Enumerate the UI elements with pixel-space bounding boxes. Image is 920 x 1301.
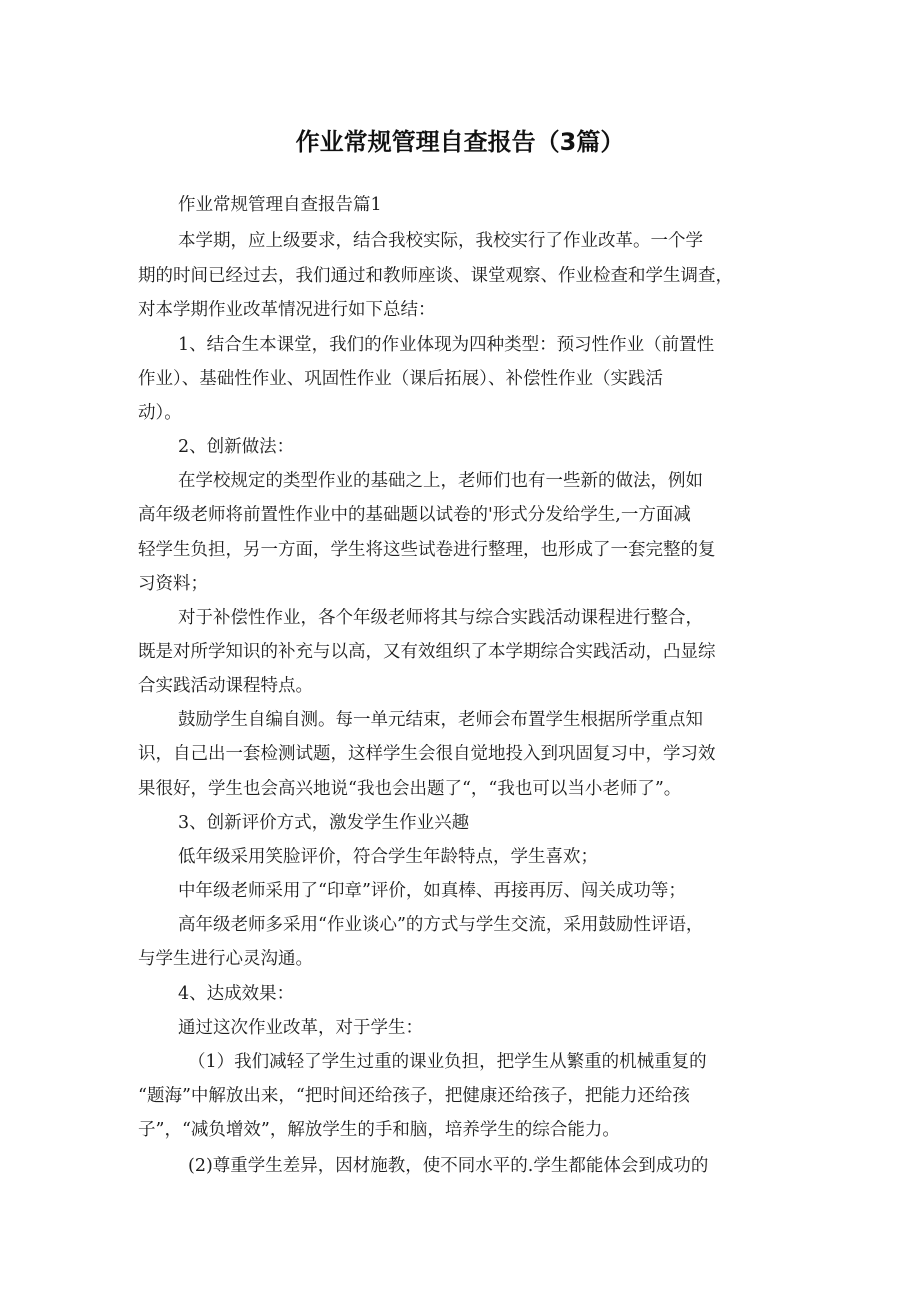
paragraph-line: 通过这次作业改革，对于学生：: [178, 1018, 423, 1038]
paragraph-line: 轻学生负担，另一方面，学生将这些试卷进行整理，也形成了一套完整的复: [138, 540, 716, 560]
paragraph-line: 鼓励学生自编自测。每一单元结束，老师会布置学生根据所学重点知: [178, 710, 703, 730]
paragraph-line: 合实践活动课程特点。: [138, 676, 313, 696]
paragraph-line: 本学期，应上级要求，结合我校实际，我校实行了作业改革。一个学: [178, 231, 703, 251]
paragraph-line: (2)尊重学生差异，因材施教，使不同水平的.学生都能体会到成功的: [188, 1156, 709, 1176]
paragraph-line: 对于补偿性作业，各个年级老师将其与综合实践活动课程进行整合，: [178, 608, 703, 628]
paragraph-line: 1、结合生本课堂，我们的作业体现为四种类型：预习性作业（前置性: [178, 335, 715, 355]
paragraph-line: 果很好，学生也会高兴地说“我也会出题了“，“我也可以当小老师了”。: [138, 779, 682, 799]
paragraph-line: 3、创新评价方式，激发学生作业兴趣: [178, 813, 470, 833]
paragraph-line: 低年级采用笑脸评价，符合学生年龄特点，学生喜欢；: [178, 847, 598, 867]
paragraph-line: 作业）、基础性作业、巩固性作业（课后拓展）、补偿性作业（实践活: [138, 369, 663, 389]
paragraph-line: 2、创新做法：: [178, 437, 295, 457]
paragraph-line: 高年级老师多采用“作业谈心”的方式与学生交流，采用鼓励性评语，: [178, 915, 704, 935]
paragraph-line: 既是对所学知识的补充与以高，又有效组织了本学期综合实践活动，凸显综: [138, 642, 716, 662]
paragraph-line: 在学校规定的类型作业的基础之上，老师们也有一些新的做法，例如: [178, 471, 703, 491]
paragraph-line: 对本学期作业改革情况进行如下总结：: [138, 300, 436, 320]
paragraph-line: “题海”中解放出来，“把时间还给孩子，把健康还给孩子，把能力还给孩: [138, 1086, 690, 1106]
section-heading: 作业常规管理自查报告篇1: [178, 195, 382, 215]
paragraph-line: 习资料；: [138, 574, 208, 594]
paragraph-line: 4、达成效果：: [178, 984, 295, 1004]
paragraph-line: 期的时间已经过去，我们通过和教师座谈、课堂观察、作业检查和学生调查，: [138, 266, 733, 286]
paragraph-line: 动）。: [138, 403, 182, 423]
paragraph-line: 识，自己出一套检测试题，这样学生会很自觉地投入到巩固复习中，学习效: [138, 744, 716, 764]
paragraph-line: 高年级老师将前置性作业中的基础题以试卷的'形式分发给学生,一方面减: [138, 505, 691, 525]
paragraph-line: （1）我们减轻了学生过重的课业负担，把学生从繁重的机械重复的: [188, 1052, 707, 1072]
paragraph-line: 中年级老师采用了“印章”评价，如真棒、再接再厉、闯关成功等；: [178, 881, 686, 901]
document-title: 作业常规管理自查报告（3篇）: [295, 128, 625, 156]
paragraph-line: 子”，“减负增效”，解放学生的手和脑，培养学生的综合能力。: [138, 1120, 620, 1140]
paragraph-line: 与学生进行心灵沟通。: [138, 949, 313, 969]
